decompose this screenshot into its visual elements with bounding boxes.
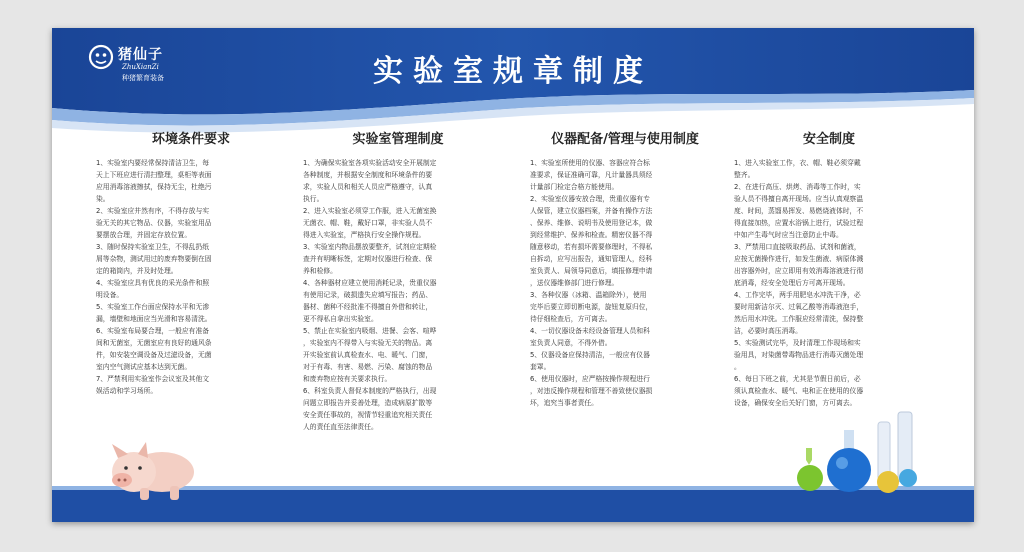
logo-name-cn: 猪仙子 bbox=[118, 47, 163, 63]
list-item: 6、每日下班之前，尤其是节假日前后，必 bbox=[734, 375, 861, 383]
list-item: 和废弃物应按有关要求执行。 bbox=[303, 375, 392, 383]
list-item: 养和检修。 bbox=[303, 267, 337, 275]
list-item: 室负责人同意，不得外借。 bbox=[530, 339, 612, 347]
list-item: 6、使用仪器时，应严格按操作规程进行 bbox=[530, 375, 650, 383]
list-item: 须认真检查水、暖气、电和正在使用的仪器 bbox=[734, 387, 864, 395]
list-item: 1、进入实验室工作，衣、帽、鞋必须穿戴 bbox=[734, 159, 861, 167]
section-safety bbox=[734, 128, 924, 409]
list-item: 3、随时保持实验室卫生，不得乱扔纸 bbox=[96, 243, 210, 251]
list-item: 坏，追究当事者责任。 bbox=[530, 399, 598, 407]
list-item: 计量部门检定合格方能使用。 bbox=[530, 183, 619, 191]
list-item: 对于有毒、有害、易燃、污染、腐蚀的物品 bbox=[303, 363, 433, 371]
list-item: 7、严禁利用实验室作会议室及其他文 bbox=[96, 375, 210, 383]
list-item: 验无关的其它物品、仪器，实验室用品 bbox=[96, 219, 212, 227]
list-item: 随意移动，若有损坏需要修理时，不得私 bbox=[530, 243, 653, 251]
list-item: 完毕后要立即切断电源，旋钮复原归位， bbox=[530, 303, 653, 311]
list-item: 间和无菌室，无菌室应有良好的通风条 bbox=[96, 339, 212, 347]
list-item: 娱活动和学习场所。 bbox=[96, 387, 158, 395]
section-heading: 环境条件要求 bbox=[151, 132, 230, 147]
list-item: 1、实验室内要经常保持清洁卫生，每 bbox=[96, 159, 210, 167]
list-item: 应用消毒溶液擦拭，保持无尘，杜绝污 bbox=[96, 183, 212, 191]
logo-name-en: ZhuXianZi bbox=[122, 63, 159, 71]
list-item: 室内空气测试应基本达到无菌。 bbox=[96, 363, 192, 371]
list-item: 整齐。 bbox=[734, 171, 755, 179]
list-item: 自拆动，应写出报告，通知管理人，经科 bbox=[530, 255, 653, 263]
list-item: 2、在进行高压、烘烤、消毒等工作时，实 bbox=[734, 183, 861, 191]
list-item: 问题立即报告并妥善处理，造成病原扩散等 bbox=[303, 399, 433, 407]
list-item: 3、实验室内物品摆放要整齐，试剂应定期检 bbox=[303, 243, 437, 251]
list-item: 。 bbox=[734, 363, 741, 371]
list-item: 人保管，建立仪器档案，并备有操作方法 bbox=[530, 207, 653, 215]
list-item: 洁，必要时高压消毒。 bbox=[734, 327, 802, 335]
list-item: 安全责任事故的，视情节轻重追究相关责任 bbox=[303, 411, 433, 419]
list-item: 5、禁止在实验室内吸烟、进餐、会客、喧哗 bbox=[303, 327, 437, 335]
list-item: ，对违反操作规程和管理不善致使仪器损 bbox=[530, 387, 653, 395]
list-item: 2、实验室仪器安放合理，贵重仪器有专 bbox=[530, 195, 650, 203]
list-item: 4、实验室应具有优良的采光条件和照 bbox=[96, 279, 210, 287]
list-item: 到经常维护、保养和检查。精密仪器不得 bbox=[530, 231, 653, 239]
list-item: 中如产生毒气时应当注意防止中毒。 bbox=[734, 231, 843, 239]
list-item: 4、各种器材应建立使用消耗记录，贵重仪器 bbox=[303, 279, 437, 287]
list-item: 1、实验室所使用的仪器、容器应符合标 bbox=[530, 159, 650, 167]
list-item: 得直接加热，应置水浴锅上进行，试验过程 bbox=[734, 219, 864, 227]
list-item: 开实验室前认真检查水、电、暖气、门窗， bbox=[303, 351, 433, 359]
list-item: 1、为确保实验室各项实验活动安全开展制定 bbox=[303, 159, 437, 167]
list-item: 屑等杂物，测试用过的废弃物要倒在固 bbox=[96, 255, 212, 263]
list-item: ，送仪器维修部门进行修理。 bbox=[530, 279, 619, 287]
list-item: 5、实验测试完毕，及时清理工作现场和实 bbox=[734, 339, 861, 347]
list-item: 3、严禁用口直接吸取药品、试剂和菌液， bbox=[734, 243, 861, 251]
section-lab-management bbox=[303, 128, 493, 433]
list-item: 4、工作完毕，两手用肥皂水冲洗干净，必 bbox=[734, 291, 861, 299]
section-heading: 安全制度 bbox=[802, 132, 855, 147]
list-item: 准要求，保证准确可靠，凡计量器具须经 bbox=[530, 171, 653, 179]
list-item: 3、各种仪器（冰箱、温箱除外），使用 bbox=[530, 291, 647, 299]
list-item: 设备，确保安全后关好门窗，方可离去。 bbox=[734, 399, 857, 407]
list-item: 6、实验室布局要合理，一般应有准备 bbox=[96, 327, 210, 335]
list-item: 、保养、维修、说明书及使用登记本，做 bbox=[530, 219, 653, 227]
list-item: 查并有明晰标签，定期对仪器进行检查、保 bbox=[303, 255, 433, 263]
list-item: 更不得私自拿出实验室。 bbox=[303, 315, 378, 323]
list-item: 待仔细检查后，方可离去。 bbox=[530, 315, 612, 323]
list-item: 验人员不得擅自离开现场。应当认真观察温 bbox=[734, 195, 864, 203]
list-item: 得进入实验室，严格执行安全操作规程。 bbox=[303, 231, 426, 239]
list-item: 套罩。 bbox=[530, 363, 551, 371]
section-heading: 实验室管理制度 bbox=[352, 132, 444, 147]
list-item: 染。 bbox=[96, 195, 110, 203]
list-item: 5、仪器设备应保持清洁，一般应有仪器 bbox=[530, 351, 650, 359]
section-instrument-management bbox=[530, 128, 720, 409]
poster-board bbox=[52, 28, 974, 522]
list-item: 4、一切仪器设备未经设备管理人员和科 bbox=[530, 327, 650, 335]
lab-flasks-image bbox=[790, 408, 930, 498]
list-item: 各种制度，并根据安全制度和环境条件的要 bbox=[303, 171, 433, 179]
list-item: 件，如安装空调设备及过滤设备，无菌 bbox=[96, 351, 212, 359]
page-title: 实验室规章制度 bbox=[373, 54, 653, 89]
list-item: 器材、菌种不经批准不得擅自外借和转让， bbox=[303, 303, 433, 311]
list-item: 5、实验室工作台面应保持水平和无渗 bbox=[96, 303, 210, 311]
list-item: 要时用新洁尔灭、过氧乙酸等消毒液泡手， bbox=[734, 303, 864, 311]
list-item: 求，实验人员和相关人员应严格遵守，认真 bbox=[303, 183, 433, 191]
list-item: 6、科室负责人督促本制度的严格执行，出现 bbox=[303, 387, 437, 395]
list-item: 底消毒，经安全处理后方可离开现场。 bbox=[734, 279, 850, 287]
section-environment bbox=[96, 128, 286, 397]
list-item: 2、进入实验室必须穿工作服，进入无菌室换 bbox=[303, 207, 437, 215]
list-item: 室负责人、局领导同意后，填报修理申请 bbox=[530, 267, 653, 275]
list-item: 天上下班应进行清扫整理，桌柜等表面 bbox=[96, 171, 212, 179]
list-item: ，实验室内不得带入与实验无关的物品。离 bbox=[303, 339, 433, 347]
pig-image bbox=[100, 436, 200, 502]
logo-tagline: 种猪繁育装备 bbox=[122, 74, 164, 82]
list-item: 有使用记录，破损遗失应填写报告；药品、 bbox=[303, 291, 433, 299]
list-item: 验用具，对染菌带毒物品进行消毒灭菌处理 bbox=[734, 351, 864, 359]
list-item: 执行。 bbox=[303, 195, 324, 203]
list-item: 应按无菌操作进行，如发生菌液、病原体溅 bbox=[734, 255, 864, 263]
list-item: 要摆放合理，并固定存放位置。 bbox=[96, 231, 192, 239]
list-item: 然后用水冲洗。工作服应经常清洗，保持整 bbox=[734, 315, 864, 323]
list-item: 出容器外时，应立即用有效消毒溶液进行彻 bbox=[734, 267, 864, 275]
list-item: 2、实验室应井然有序，不得存放与实 bbox=[96, 207, 210, 215]
list-item: 人的责任直至法律责任。 bbox=[303, 423, 378, 431]
section-heading: 仪器配备/管理与使用制度 bbox=[551, 132, 699, 147]
list-item: 漏，墙壁和地面应当光滑和容易清洗。 bbox=[96, 315, 212, 323]
list-item: 明设备。 bbox=[96, 291, 124, 299]
list-item: 无菌衣、帽、鞋，戴好口罩，非实验人员不 bbox=[303, 219, 433, 227]
list-item: 定的箱筒内，并及时处理。 bbox=[96, 267, 178, 275]
list-item: 度、时间，蒸馏易挥发、易燃烧液体时，不 bbox=[734, 207, 864, 215]
